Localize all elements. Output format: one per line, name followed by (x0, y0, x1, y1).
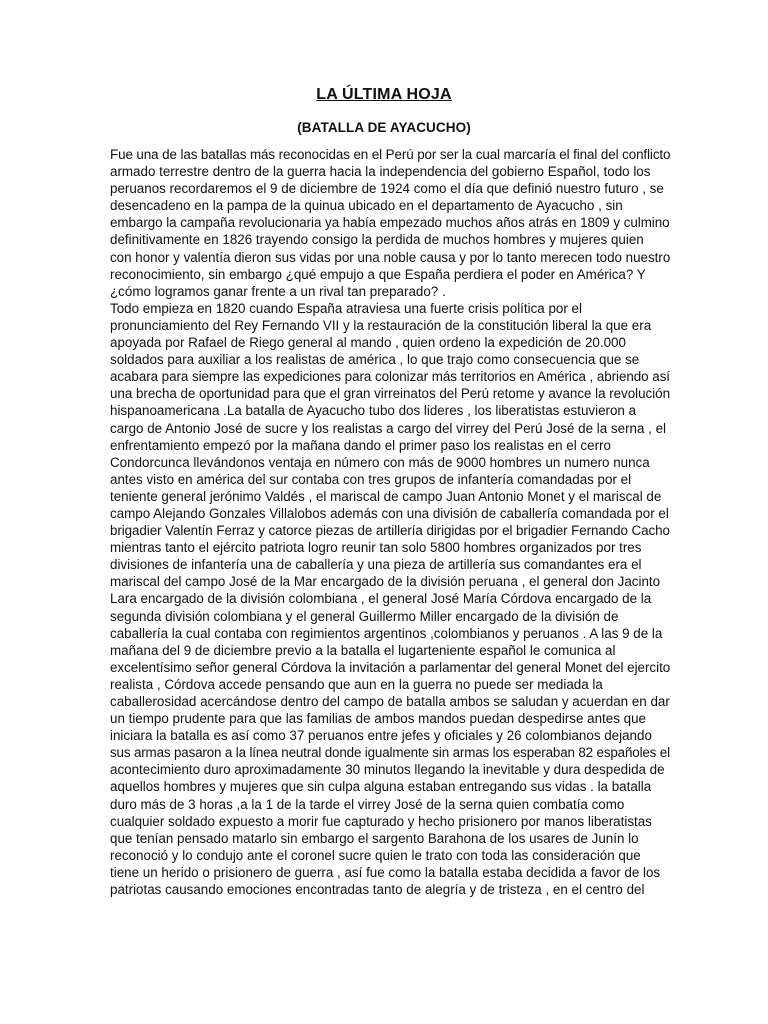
document-subtitle: (BATALLA DE AYACUCHO) (297, 120, 471, 135)
body-line: iniciara la batalla es así como 37 peruanos entre jefes y oficiales y 26 colombianos dejando (110, 728, 652, 744)
body-line: Condorcunca llevándonos ventaja en número con más de 9000 hombres un numero nunca (110, 454, 650, 470)
body-line: ¿cómo logramos ganar frente a un rival tan preparado? . (110, 283, 446, 299)
body-line: hispanoamericana .La batalla de Ayacucho tubo dos lideres , los liberatistas estuvieron a (110, 403, 637, 419)
body-line: un tiempo prudente para que las familias de ambos mandos puedan despedirse antes que (110, 711, 646, 727)
body-line: reconoció y lo condujo ante el coronel sucre quien le trato con toda las consideración que (110, 847, 641, 863)
body-line: que tenían pensado matarlo sin embargo el sargento Barahona de los usares de Junín lo (110, 830, 639, 846)
body-line: teniente general jerónimo Valdés , el mariscal de campo Juan Antonio Monet y el mariscal de (110, 488, 662, 504)
body-line: con honor y valentía dieron sus vidas por una noble causa y por lo tanto merecen todo nuestro (110, 249, 671, 265)
body-line: Todo empieza en 1820 cuando España atraviesa una fuerte crisis política por el (110, 300, 582, 316)
body-line: cualquier soldado expuesto a morir fue capturado y hecho prisionero por manos liberatistas (110, 813, 652, 829)
body-line: reconocimiento, sin embargo ¿qué empujo a que España perdiera el poder en América? Y (110, 266, 646, 282)
body-line: Fue una de las batallas más reconocidas en el Perú por ser la cual marcaría el final del conflicto (110, 147, 671, 162)
body-line: enfrentamiento empezó por la mañana dando el primer paso los realistas en el cerro (110, 437, 611, 453)
body-line: divisiones de infantería una de caballería y una pieza de artillería sus comandantes era el (110, 557, 642, 573)
body-line: mañana del 9 de diciembre previo a la batalla el lugarteniente español le comunica al (110, 642, 616, 658)
body-line: cargo de Antonio José de sucre y los realistas a cargo del virrey del Perú José de la serna , el (110, 420, 667, 436)
body-line: brigadier Valentín Ferraz y catorce piezas de artillería dirigidas por el brigadier Fernando Cacho (110, 523, 670, 539)
body-line: excelentísimo señor general Córdova la invitación a parlamentar del general Monet del ejercito (110, 659, 671, 675)
body-line: aquellos hombres y mujeres que sin culpa alguna estaban entregando sus vidas . la batalla (110, 779, 652, 795)
document-body (110, 146, 670, 898)
body-line: sus armas pasaron a la línea neutral donde igualmente sin armas los esperaban 82 españoles el (110, 745, 670, 761)
body-line: mientras tanto el ejército patriota logro reunir tan solo 5800 hombres organizados por tres (110, 540, 642, 556)
body-line: Lara encargado de la división colombiana , el general José María Córdova encargado de la (110, 591, 652, 607)
body-line: realista , Córdova accede pensando que aun en la guerra no puede ser mediada la (110, 676, 603, 692)
body-line: embargo la campaña revolucionaria ya había empezado muchos años atrás en 1809 y culmino (110, 215, 670, 231)
body-line: soldados para auxiliar a los realistas de américa , lo que trajo como consecuencia que se (110, 352, 640, 368)
body-line: segunda división colombiana y el general Guillermo Miller encargado de la división de (110, 608, 619, 624)
body-line: una brecha de oportunidad para que el gran virreinatos del Perú retome y avance la revolución (110, 386, 671, 402)
body-line: peruanos recordaremos el 9 de diciembre de 1924 como el día que definió nuestro futuro , se (110, 181, 664, 197)
body-line: mariscal del campo José de la Mar encargado de la división peruana , el general don Jacinto (110, 574, 661, 590)
body-line: acabara para siempre las expediciones para colonizar más territorios en América , abriendo así (110, 369, 670, 385)
body-line: definitivamente en 1826 trayendo consigo la perdida de muchos hombres y mujeres quien (110, 232, 644, 248)
body-line: armado terrestre dentro de la guerra hacia la independencia del gobierno Español, todo los (110, 164, 651, 180)
body-line: patriotas causando emociones encontradas tanto de alegría y de tristeza , en el centro del (110, 882, 645, 898)
body-line: caballerosidad acercándose dentro del campo de batalla ambos se saludan y acuerdan en dar (110, 694, 670, 709)
body-line: duro más de 3 horas ,a la 1 de la tarde el virrey José de la serna quien combatía como (110, 796, 625, 812)
body-line: pronunciamiento del Rey Fernando VII y la restauración de la constitución liberal la que era (110, 317, 652, 333)
body-line: caballería la cual contaba con regimientos argentinos ,colombianos y peruanos . A las 9 de la (110, 625, 663, 641)
body-line: campo Alejando Gonzales Villalobos además con una división de caballería comandada por el (110, 505, 669, 521)
body-line: acontecimiento duro aproximadamente 30 minutos llegando la inevitable y dura despedida de (110, 762, 665, 778)
body-line: tiene un herido o prisionero de guerra , así fue como la batalla estaba decidida a favor de los (110, 864, 661, 880)
body-line: desencadeno en la pampa de la quinua ubicado en el departamento de Ayacucho , sin (110, 198, 623, 214)
document-title: LA ÚLTIMA HOJA (316, 86, 452, 103)
body-line: antes visto en américa del sur contaba con tres grupos de infantería comandadas por el (110, 471, 632, 487)
body-line: apoyada por Rafael de Riego general al mando , quien ordeno la expedición de 20.000 (110, 335, 626, 351)
